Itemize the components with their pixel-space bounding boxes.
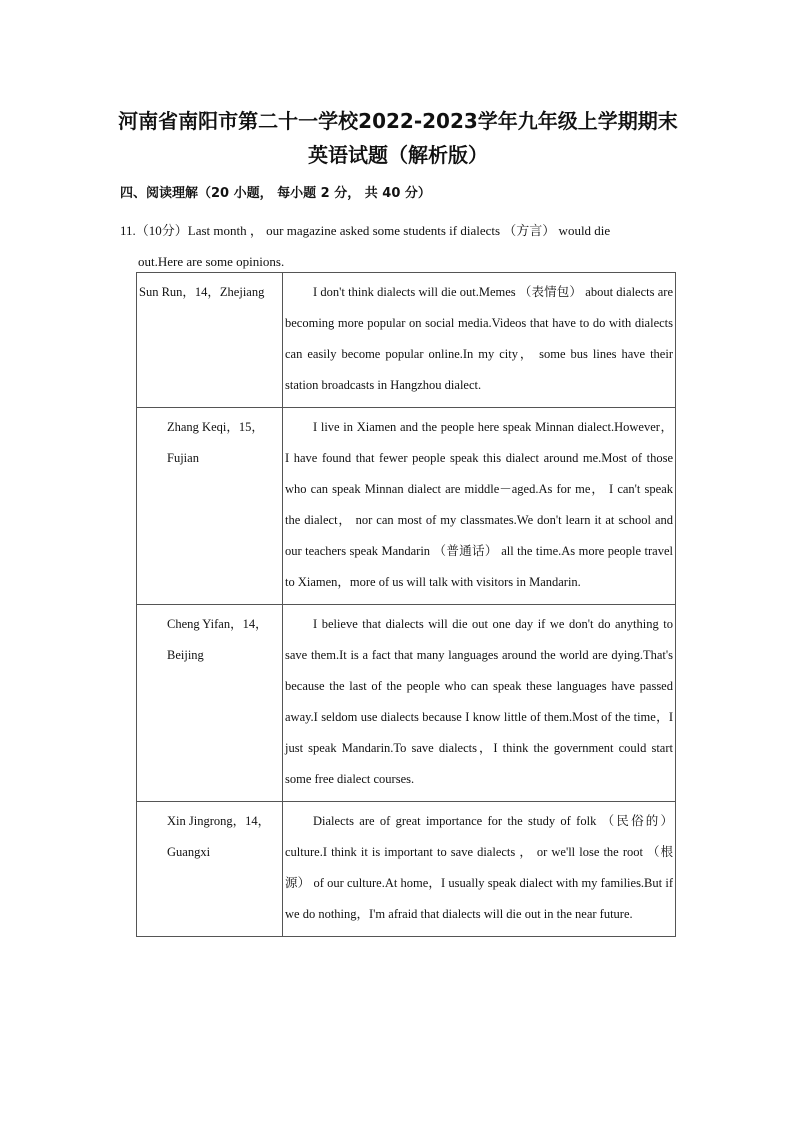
question-line-1: 11.（10分）Last month ， our magazine asked some students if dialects （方言） would die <box>120 223 611 238</box>
opinion-text: I believe that dialects will die out one day if we don't do anything to save them.It is a fact that many languages around the world are dying.That's because the last of the people who can speak these languages have passed away.I seldom use dialects because I know little of them.Most of the time，I just speak Mandarin.To save dialects，I think the government could start some free dialect courses. <box>285 617 673 786</box>
page-title: 河南省南阳市第二十一学校2022-2023学年九年级上学期期末英语试题（解析版） <box>118 109 678 167</box>
person-name: Zhang Keqi，15，Fujian <box>167 420 264 465</box>
opinion-cell <box>283 605 676 802</box>
opinion-text: I don't think dialects will die out.Memes （表情包） about dialects are becoming more popular on social media.Videos that have to do with dialects can easily become popular online.In my city， some bus lines have their station broadcasts in Hangzhou dialect. <box>285 285 673 392</box>
person-cell <box>137 408 283 605</box>
table-row <box>137 408 676 605</box>
question-line-2: out.Here are some opinions. <box>138 254 285 269</box>
opinion-text: Dialects are of great importance for the study of folk （民俗的） culture.I think it is important to save dialects ， or we'll lose the root （根源） of our culture.At home，I usually speak dialect with my families.But if we do nothing，I'm afraid that dialects will die out in the near future. <box>285 814 673 921</box>
table-row <box>137 273 676 408</box>
table-row <box>137 605 676 802</box>
question-intro <box>120 215 675 277</box>
person-cell <box>137 605 283 802</box>
person-name: Sun Run，14，Zhejiang <box>139 285 265 299</box>
table-row <box>137 802 676 937</box>
opinion-text: I live in Xiamen and the people here speak Minnan dialect.However， I have found that fewer people speak this dialect around me.Most of those who can speak Minnan dialect are middle－aged.As for me， I can't speak the dialect， nor can most of my classmates.We don't learn it at school and our teachers speak Mandarin （普通话） all the time.As more people travel to Xiamen，more of us will talk with visitors in Mandarin. <box>285 420 673 589</box>
opinions-table <box>136 272 676 937</box>
opinion-cell <box>283 273 676 408</box>
section-heading: 四、阅读理解（20 小题， 每小题 2 分， 共 40 分） <box>120 186 431 201</box>
person-cell <box>137 802 283 937</box>
opinion-cell <box>283 802 676 937</box>
opinion-cell <box>283 408 676 605</box>
person-cell <box>137 273 283 408</box>
person-name: Cheng Yifan，14，Beijing <box>167 617 268 662</box>
person-name: Xin Jingrong，14，Guangxi <box>167 814 271 859</box>
